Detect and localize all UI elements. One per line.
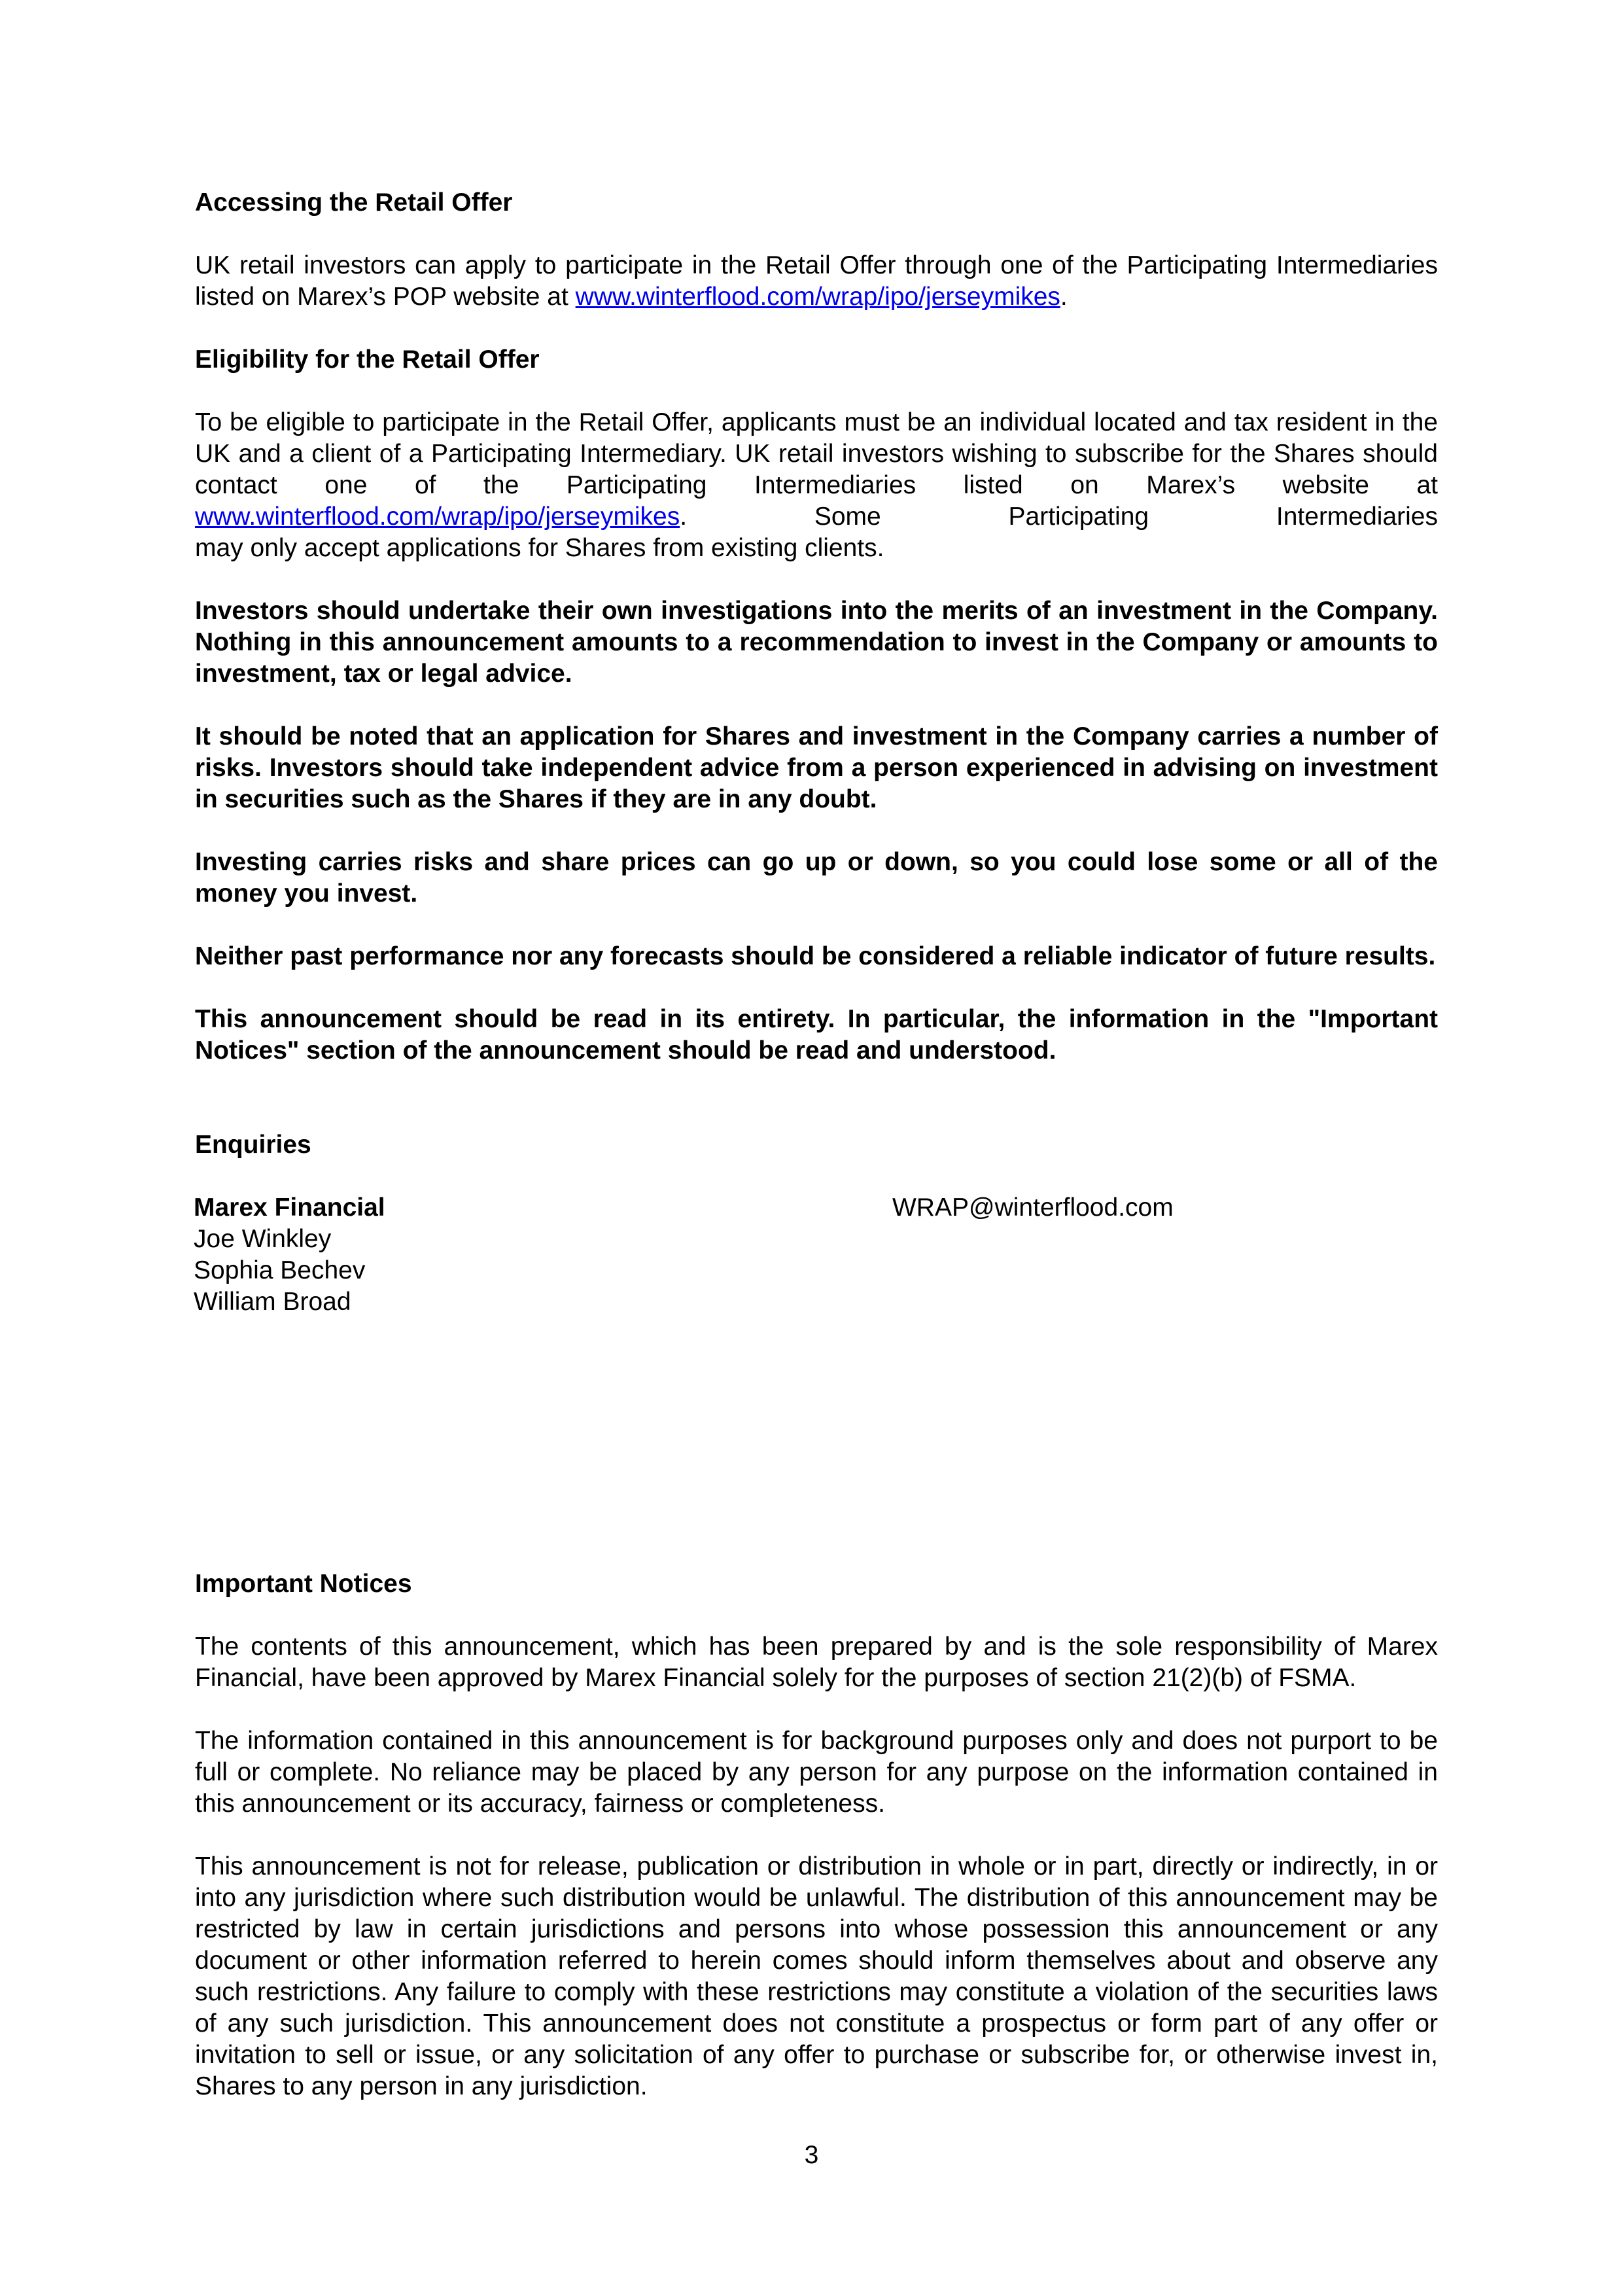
accessing-paragraph bbox=[195, 250, 1438, 313]
notice-paragraph: The information contained in this announcement is for background purposes only and does not purport to be full or complete. No reliance may be placed by any person for any purpose on the information contained in this announcement or its accuracy, fairness or completeness. bbox=[195, 1727, 1438, 1818]
warning-paragraph: Investors should undertake their own investigations into the merits of an investment in the Company. Nothing in this announcement amounts to a recommendation to invest in the Company or amounts to investment, tax or legal advice. bbox=[195, 597, 1438, 688]
important-notices-heading: Important Notices bbox=[195, 1570, 412, 1598]
notice-paragraph: The contents of this announcement, which has been prepared by and is the sole responsibility of Marex Financial, have been approved by Marex Financial solely for the purposes of section 21(2)(b) of FSMA. bbox=[195, 1633, 1438, 1692]
document-body bbox=[195, 187, 1438, 1318]
contact-person: William Broad bbox=[194, 1288, 351, 1316]
contact-email[interactable]: WRAP@winterflood.com bbox=[892, 1193, 1174, 1222]
contacts-block bbox=[195, 1192, 1438, 1318]
accessing-text: UK retail investors can apply to participate in the Retail Offer through one of the Participating Intermediaries listed on Marex’s POP website at bbox=[195, 251, 1438, 311]
enquiries-heading: Enquiries bbox=[195, 1131, 311, 1159]
contact-person: Joe Winkley bbox=[194, 1225, 332, 1253]
accessing-link[interactable]: www.winterflood.com/wrap/ipo/jerseymikes bbox=[575, 283, 1060, 311]
contact-list bbox=[194, 1192, 385, 1318]
company-name: Marex Financial bbox=[194, 1193, 385, 1222]
eligibility-text-mid: . Some Participating Intermediaries bbox=[680, 503, 1438, 531]
warning-paragraph: Investing carries risks and share prices can go up or down, so you could lose some or all of the money you invest. bbox=[195, 848, 1438, 908]
eligibility-link[interactable]: www.winterflood.com/wrap/ipo/jerseymikes bbox=[195, 503, 680, 531]
warning-paragraph: Neither past performance nor any forecasts should be considered a reliable indicator of future results. bbox=[195, 942, 1436, 970]
contact-person: Sophia Bechev bbox=[194, 1256, 366, 1284]
accessing-heading: Accessing the Retail Offer bbox=[195, 188, 513, 217]
page-number: 3 bbox=[804, 2141, 819, 2169]
accessing-text-end: . bbox=[1060, 283, 1068, 311]
warning-paragraph: This announcement should be read in its entirety. In particular, the information in the "Important Notices" section of the announcement should be read and understood. bbox=[195, 1005, 1438, 1065]
eligibility-heading: Eligibility for the Retail Offer bbox=[195, 345, 540, 374]
eligibility-paragraph bbox=[195, 407, 1438, 564]
important-notices-section bbox=[195, 1568, 1438, 2134]
eligibility-text: To be eligible to participate in the Retail Offer, applicants must be an individual located and tax resident in the UK and a client of a Participating Intermediary. UK retail investors wishing to subscribe for the Shares should contact one of the Participating Intermediaries listed on Marex’s website at bbox=[195, 408, 1438, 499]
warning-paragraph: It should be noted that an application for Shares and investment in the Company carries a number of risks. Investors should take independent advice from a person experienced in advising on investment in securities such as the Shares if they are in any doubt. bbox=[195, 722, 1438, 813]
notice-paragraph: This announcement is not for release, publication or distribution in whole or in part, directly or indirectly, in or into any jurisdiction where such distribution would be unlawful. The distribution of this announcement may be restricted by law in certain jurisdictions and persons into whose possession this announcement or any document or other information referred to herein comes should inform themselves about and observe any such restrictions. Any failure to comply with these restrictions may constitute a violation of the securities laws of any such jurisdiction. This announcement does not constitute a prospectus or form part of any offer or invitation to sell or issue, or any solicitation of any offer to purchase or subscribe for, or otherwise invest in, Shares to any person in any jurisdiction. bbox=[195, 1852, 1438, 2100]
eligibility-text-last: may only accept applications for Shares from existing clients. bbox=[195, 534, 884, 562]
